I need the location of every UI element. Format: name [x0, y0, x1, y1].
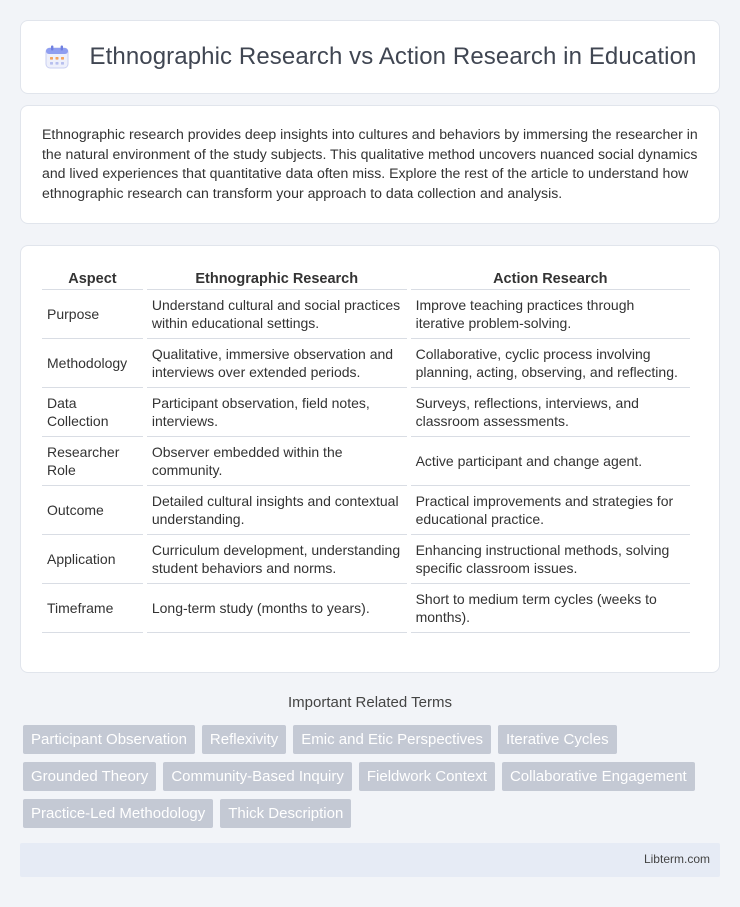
table-row [42, 584, 690, 633]
cell-action: Surveys, reflections, interviews, and classroom assessments. [411, 388, 690, 437]
table-row [42, 437, 690, 486]
term-tag-grounded-theory[interactable]: Grounded Theory [23, 762, 156, 791]
cell-ethnographic: Detailed cultural insights and contextual understanding. [147, 486, 407, 535]
term-tag-emic-etic[interactable]: Emic and Etic Perspectives [293, 725, 491, 754]
term-tag-participant-observation[interactable]: Participant Observation [23, 725, 195, 754]
cell-action: Practical improvements and strategies for educational practice. [411, 486, 690, 535]
term-tag-community-based-inquiry[interactable]: Community-Based Inquiry [163, 762, 352, 791]
term-tag-collaborative-engagement[interactable]: Collaborative Engagement [502, 762, 695, 791]
cell-ethnographic: Understand cultural and social practices within educational settings. [147, 290, 407, 339]
header-card [20, 20, 720, 94]
term-tag-fieldwork-context[interactable]: Fieldwork Context [359, 762, 495, 791]
term-tag-practice-led-methodology[interactable]: Practice-Led Methodology [23, 799, 213, 828]
cell-ethnographic: Long-term study (months to years). [147, 584, 407, 633]
footer [20, 843, 720, 877]
related-terms-title: Important Related Terms [288, 694, 452, 711]
cell-action: Enhancing instructional methods, solving specific classroom issues. [411, 535, 690, 584]
comparison-card [20, 245, 720, 673]
cell-aspect: Outcome [42, 486, 143, 535]
header [44, 43, 697, 71]
term-tag-iterative-cycles[interactable]: Iterative Cycles [498, 725, 617, 754]
header-aspect: Aspect [42, 266, 143, 290]
comparison-table [38, 266, 694, 633]
cell-action: Active participant and change agent. [411, 437, 690, 486]
intro-paragraph: Ethnographic research provides deep insights into cultures and behaviors by immersing the researcher in the natural environment of the study subjects. This qualitative method uncovers nuanced social dynamics and lived experiences that quantitative data often miss. Explore the rest of the article to understand how ethnographic research can transform your approach to data collection and analysis. [42, 126, 698, 201]
cell-aspect: Application [42, 535, 143, 584]
cell-aspect: Methodology [42, 339, 143, 388]
related-terms-list [23, 725, 703, 828]
calendar-icon [44, 44, 70, 70]
cell-action: Short to medium term cycles (weeks to months). [411, 584, 690, 633]
header-action: Action Research [411, 266, 690, 290]
cell-aspect: Purpose [42, 290, 143, 339]
table-header-row [42, 266, 690, 290]
cell-ethnographic: Qualitative, immersive observation and interviews over extended periods. [147, 339, 407, 388]
term-tag-reflexivity[interactable]: Reflexivity [202, 725, 286, 754]
intro-card [20, 105, 720, 224]
cell-aspect: Timeframe [42, 584, 143, 633]
cell-ethnographic: Curriculum development, understanding student behaviors and norms. [147, 535, 407, 584]
table-row [42, 486, 690, 535]
cell-ethnographic: Observer embedded within the community. [147, 437, 407, 486]
cell-action: Collaborative, cyclic process involving planning, acting, observing, and reflecting. [411, 339, 690, 388]
table-row [42, 535, 690, 584]
cell-ethnographic: Participant observation, field notes, interviews. [147, 388, 407, 437]
cell-aspect: Data Collection [42, 388, 143, 437]
cell-aspect: Researcher Role [42, 437, 143, 486]
page-title: Ethnographic Research vs Action Research in Education [89, 43, 697, 70]
header-ethnographic: Ethnographic Research [147, 266, 407, 290]
table-row [42, 290, 690, 339]
cell-action: Improve teaching practices through iterative problem-solving. [411, 290, 690, 339]
table-row [42, 339, 690, 388]
term-tag-thick-description[interactable]: Thick Description [220, 799, 351, 828]
footer-site-link[interactable]: Libterm.com [643, 852, 710, 866]
table-row [42, 388, 690, 437]
